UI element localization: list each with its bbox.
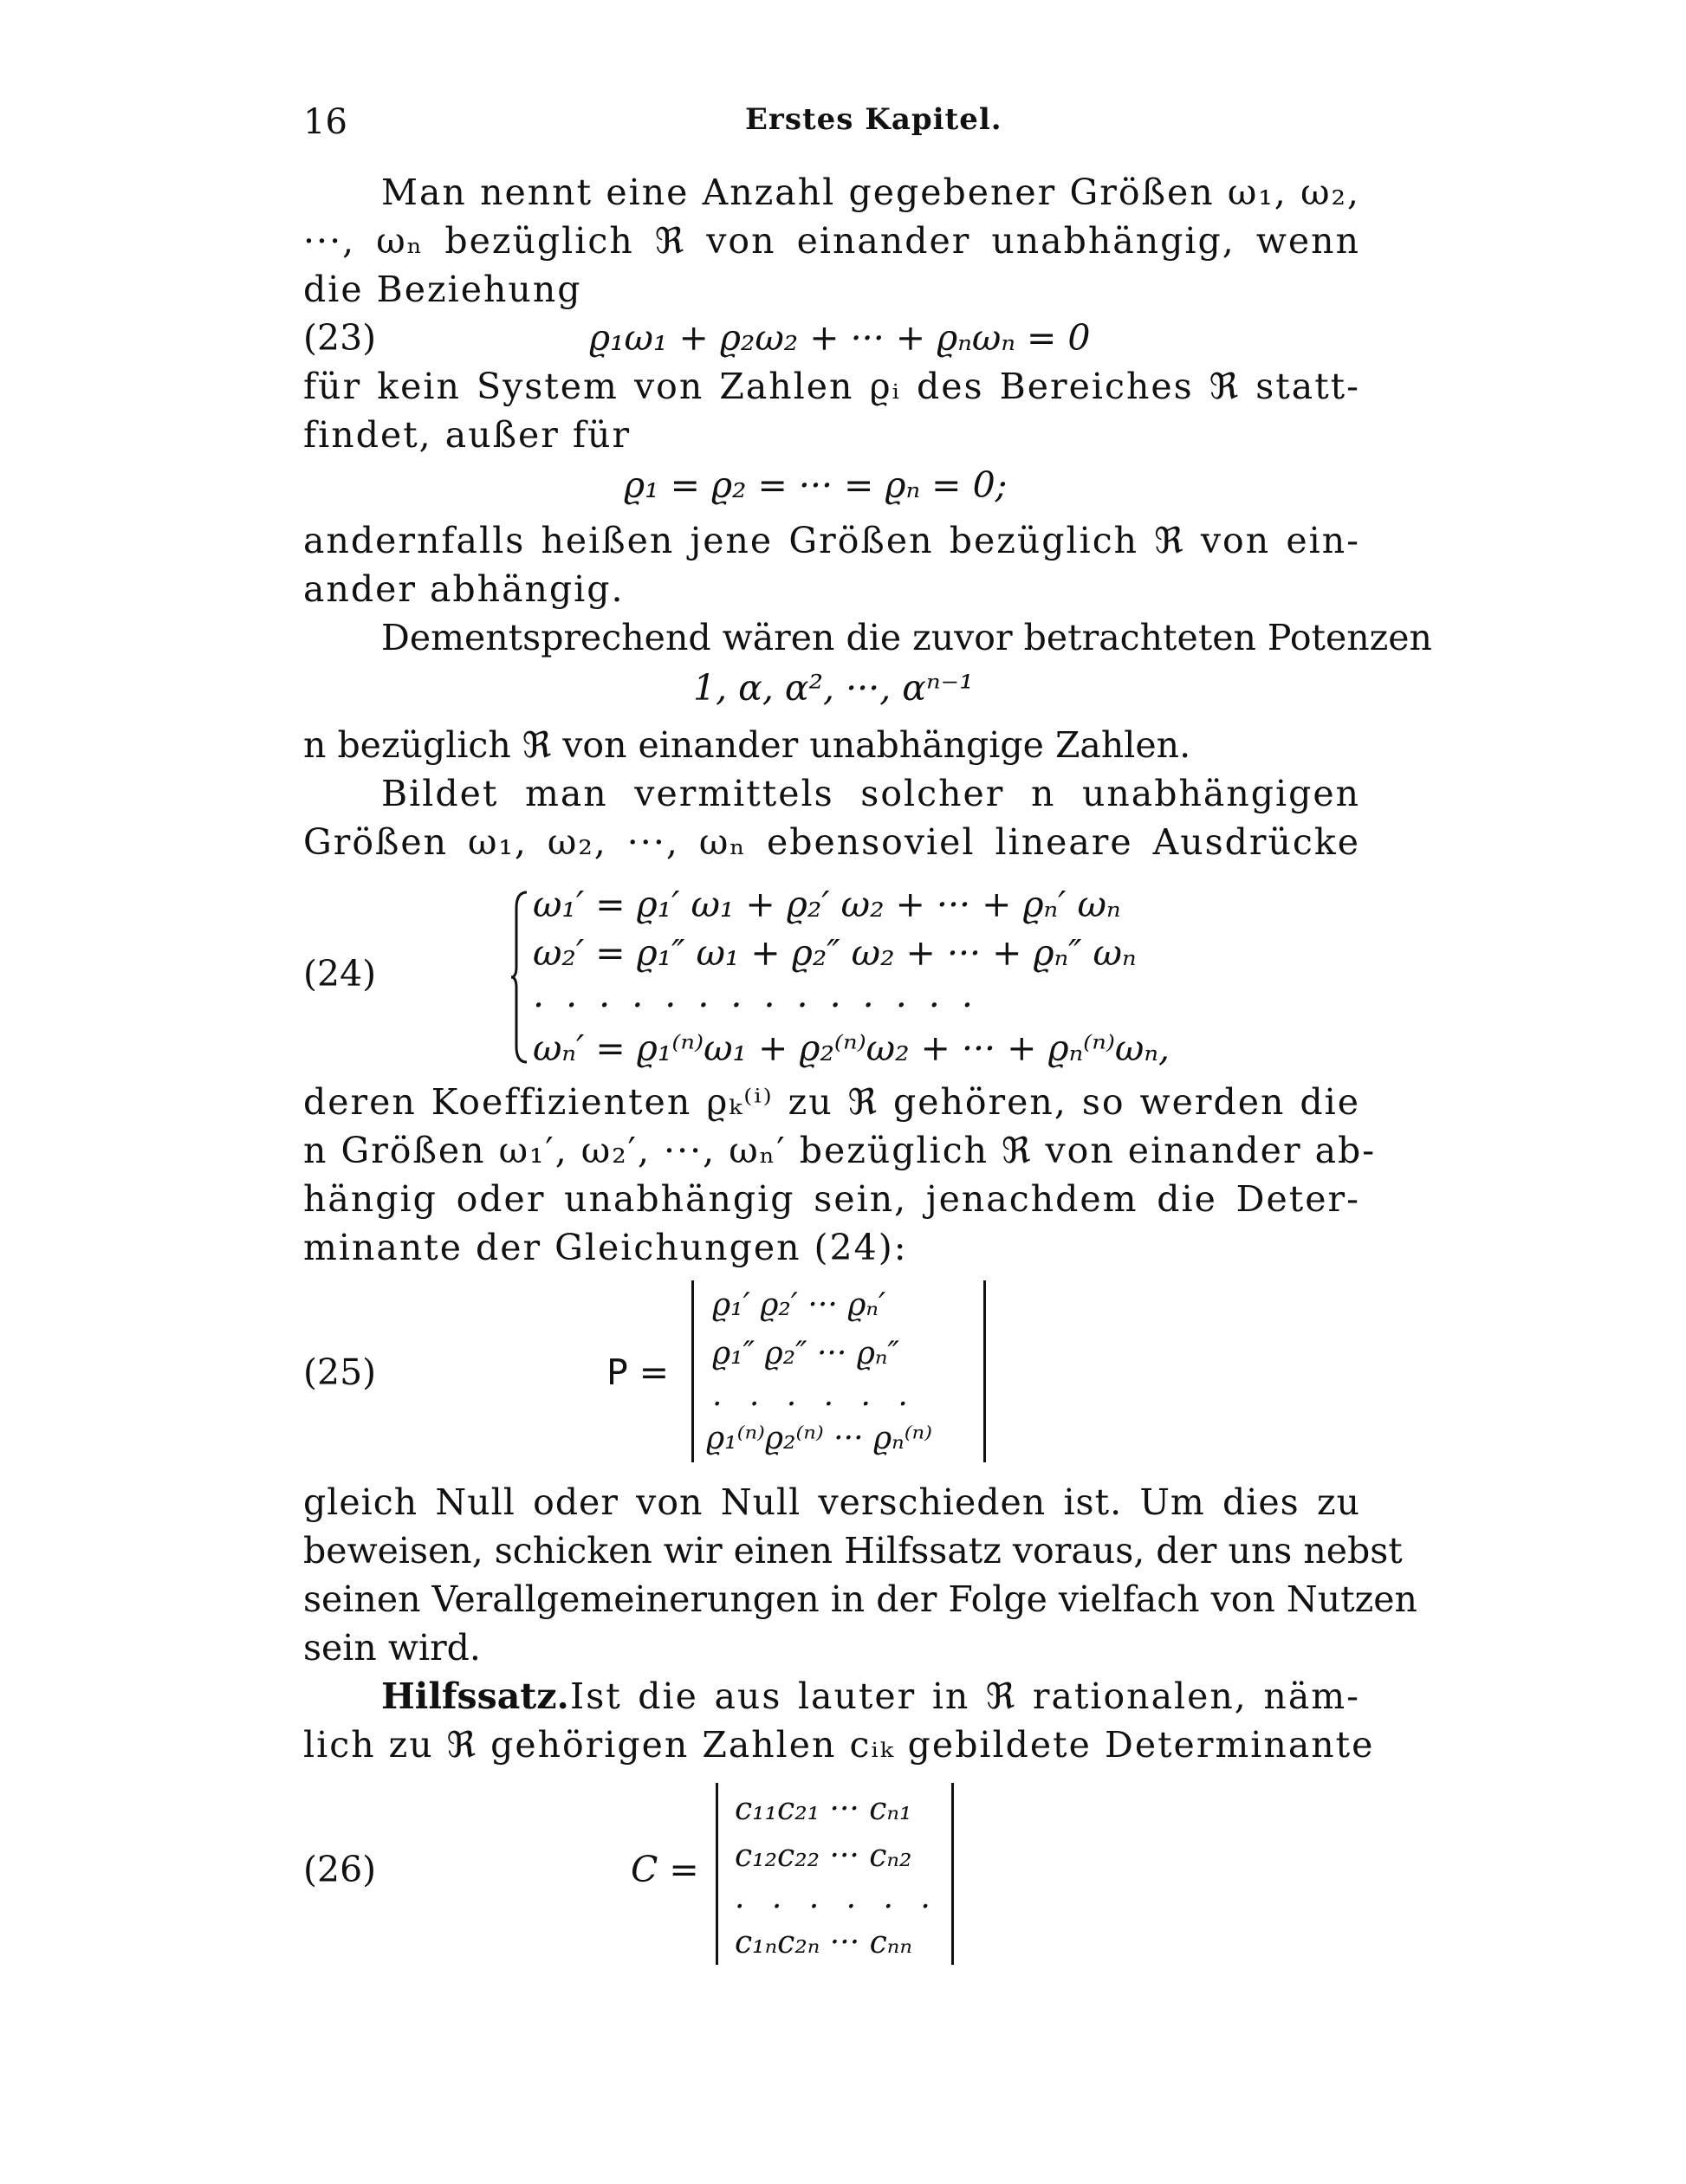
determinant-c-row: c₁₂c₂₂ ··· cₙ₂ — [735, 1838, 912, 1874]
text-line: n bezüglich ℜ von einander unabhängige Zahlen. — [303, 724, 1191, 766]
determinant-p-dots: . . . . . . — [712, 1377, 917, 1413]
equation-26-lhs: C = — [631, 1849, 699, 1890]
text-line: andernfalls heißen jene Größen bezüglich ℜ von ein- — [303, 520, 1360, 561]
determinant-bar-left — [716, 1783, 718, 1965]
text-line: findet, außer für — [303, 414, 632, 456]
text-line: lich zu ℜ gehörigen Zahlen cᵢₖ gebildete Determinante — [303, 1724, 1375, 1766]
equation-23: ϱ₁ω₁ + ϱ₂ω₂ + ··· + ϱₙωₙ = 0 — [589, 317, 1091, 359]
determinant-bar-left — [691, 1280, 694, 1462]
text-line: gleich Null oder von Null verschieden ist. Um dies zu — [303, 1481, 1360, 1523]
text-line: sein wird. — [303, 1627, 481, 1669]
equation-number-24: (24) — [303, 953, 377, 995]
text-line: minante der Gleichungen (24): — [303, 1227, 908, 1268]
text-line: n Größen ω₁′, ω₂′, ···, ωₙ′ bezüglich ℜ von einander ab- — [303, 1130, 1377, 1171]
text-line: Größen ω₁, ω₂, ···, ωₙ ebensoviel lineare Ausdrücke — [303, 821, 1360, 863]
text-line: seinen Verallgemeinerungen in der Folge vielfach von Nutzen — [303, 1578, 1417, 1620]
equation-24-dots: . . . . . . . . . . . . . . — [533, 974, 978, 1015]
equation-24-row: ωₙ′ = ϱ₁⁽ⁿ⁾ω₁ + ϱ₂⁽ⁿ⁾ω₂ + ··· + ϱₙ⁽ⁿ⁾ωₙ, — [533, 1027, 1170, 1069]
equation-number-26: (26) — [303, 1849, 377, 1890]
determinant-bar-right — [983, 1280, 986, 1462]
text-line: Ist die aus lauter in ℜ rationalen, näm- — [570, 1675, 1360, 1717]
hilfssatz-label: Hilfssatz. — [381, 1675, 569, 1717]
determinant-p-row: ϱ₁′ ϱ₂′ ··· ϱₙ′ — [712, 1287, 886, 1323]
left-brace-icon — [509, 891, 530, 1064]
determinant-c-row: c₁ₙc₂ₙ ··· cₙₙ — [735, 1925, 912, 1960]
text-line: deren Koeffizienten ϱₖ⁽ⁱ⁾ zu ℜ gehören, so werden die — [303, 1081, 1360, 1123]
text-line: Man nennt eine Anzahl gegebener Größen ω₁, ω₂, — [381, 172, 1360, 213]
equation-number-23: (23) — [303, 317, 377, 359]
text-line: ander abhängig. — [303, 568, 625, 610]
text-line: Dementsprechend wären die zuvor betrachteten Potenzen — [381, 617, 1432, 658]
text-line: hängig oder unabhängig sein, jenachdem die Deter- — [303, 1178, 1360, 1220]
text-line: die Beziehung — [303, 269, 582, 310]
equation-24-row: ω₂′ = ϱ₁″ ω₁ + ϱ₂″ ω₂ + ··· + ϱₙ″ ωₙ — [533, 932, 1137, 974]
determinant-bar-right — [951, 1783, 954, 1965]
equation-powers: 1, α, α², ···, αⁿ⁻¹ — [693, 667, 974, 709]
text-line: ···, ωₙ bezüglich ℜ von einander unabhängig, wenn — [303, 220, 1360, 262]
running-title: Erstes Kapitel. — [745, 102, 1002, 137]
text-line: beweisen, schicken wir einen Hilfssatz voraus, der uns nebst — [303, 1530, 1403, 1572]
equation-25-lhs: P = — [606, 1351, 670, 1393]
text-line: Bildet man vermittels solcher n unabhängigen — [381, 773, 1360, 814]
determinant-p-row: ϱ₁⁽ⁿ⁾ϱ₂⁽ⁿ⁾ ··· ϱₙ⁽ⁿ⁾ — [706, 1421, 932, 1456]
determinant-c-row: c₁₁c₂₁ ··· cₙ₁ — [735, 1792, 912, 1827]
equation-rho-zero: ϱ₁ = ϱ₂ = ··· = ϱₙ = 0; — [624, 464, 1008, 506]
page-number: 16 — [303, 102, 347, 142]
equation-number-25: (25) — [303, 1351, 377, 1393]
equation-24-row: ω₁′ = ϱ₁′ ω₁ + ϱ₂′ ω₂ + ··· + ϱₙ′ ωₙ — [533, 884, 1121, 925]
determinant-p-row: ϱ₁″ ϱ₂″ ··· ϱₙ″ — [712, 1336, 899, 1371]
text-line: für kein System von Zahlen ϱᵢ des Bereiches ℜ statt- — [303, 366, 1360, 407]
determinant-c-dots: . . . . . . — [735, 1880, 939, 1915]
